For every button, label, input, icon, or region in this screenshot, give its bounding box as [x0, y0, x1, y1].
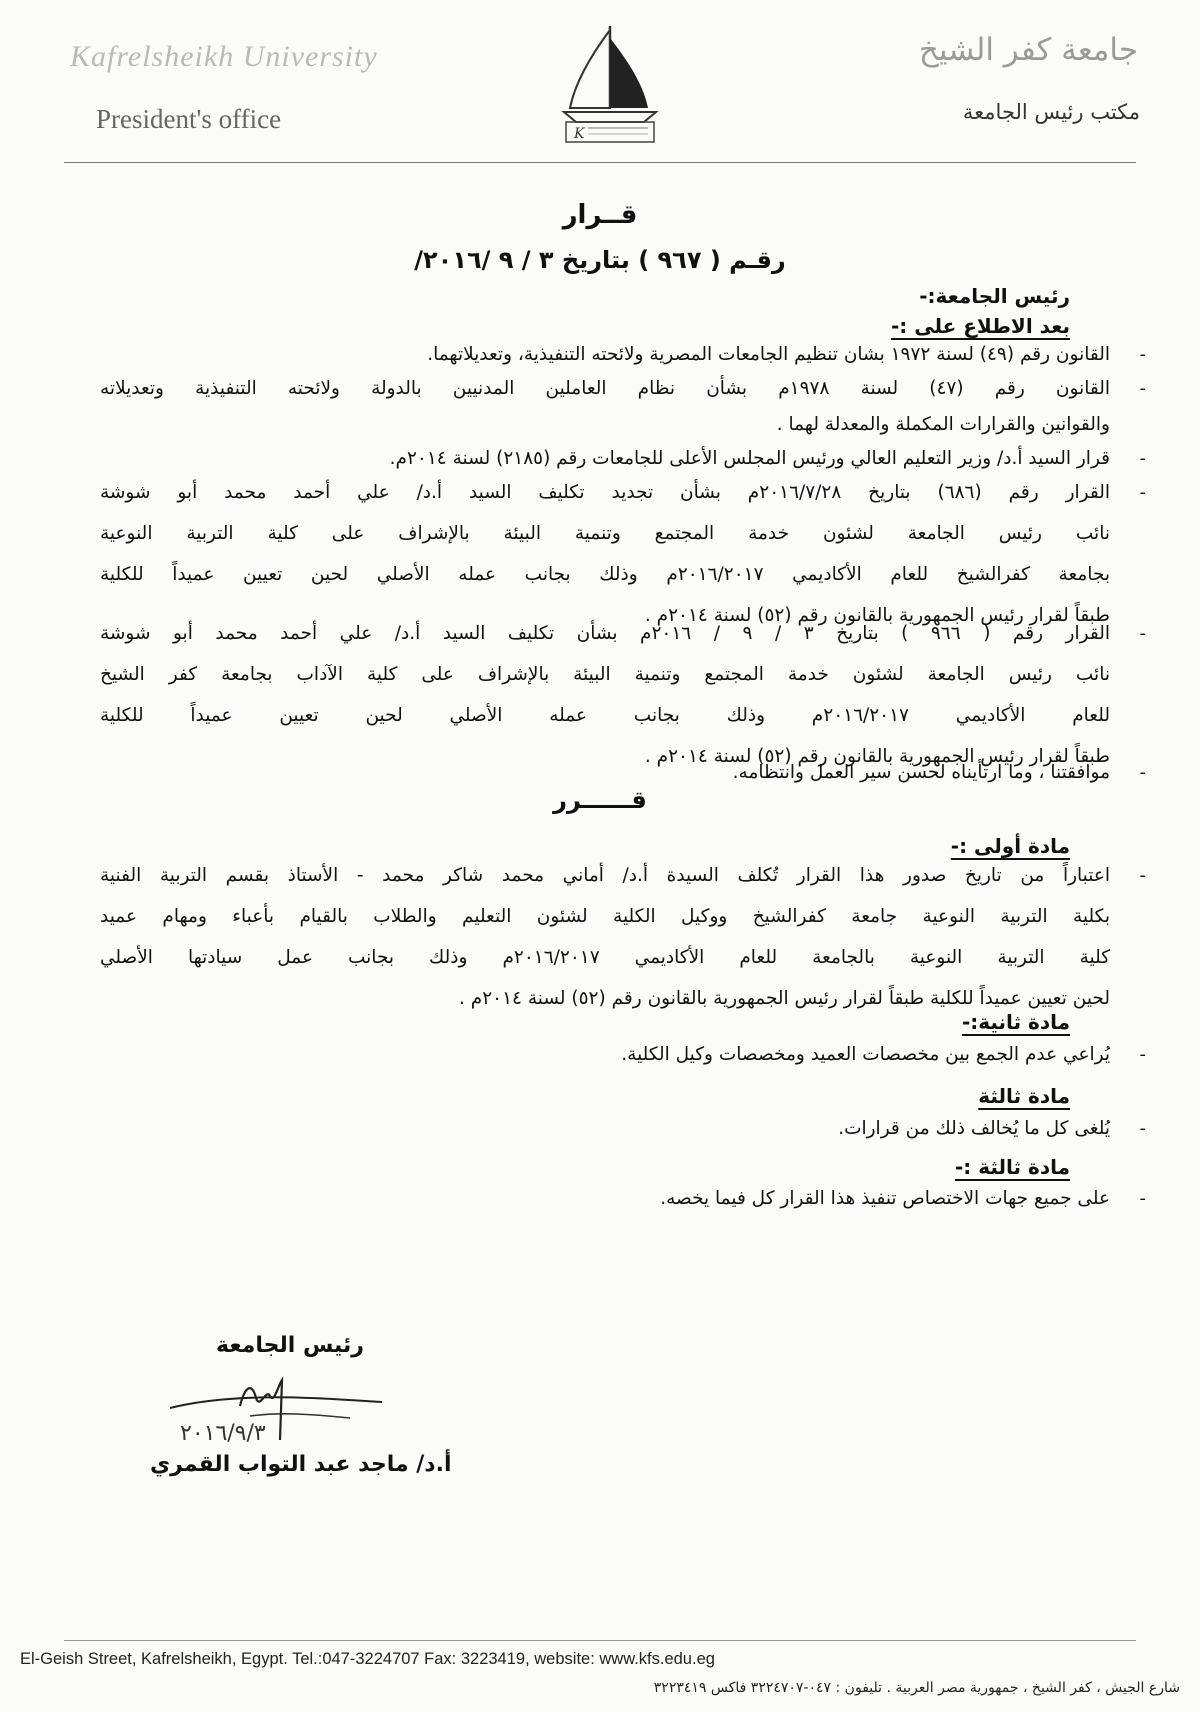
decree-number: رقـم ( ٩٦٧ ) بتاريخ ٣ / ٩ /٢٠١٦/: [414, 246, 786, 274]
signature-title: رئيس الجامعة: [216, 1333, 364, 1358]
office-name-ar: مكتب رئيس الجامعة: [962, 100, 1140, 124]
footer-address-ar: شارع الجيش ، كفر الشيخ ، جمهورية مصر العربية . تليفون : ٠٤٧-٣٢٢٤٧٠٧ فاكس ٣٢٢٣٤١٩: [653, 1680, 1180, 1696]
university-logo-icon: [556, 22, 664, 144]
article-line: كلية التربية النوعية بالجامعة للعام الأكاديمي ٢٠١٦/٢٠١٧م وذلك بجانب عمل سيادتها الأصلي: [100, 947, 1110, 968]
article-4-heading: مادة ثالثة :-: [954, 1155, 1070, 1179]
preamble-item-2: - القانون رقم (٤٧) لسنة ١٩٧٨م بشأن نظام العاملين المدنيين بالدولة ولائحته التنفيذية وتعديلاته والقوانين والقرارات المكملة والمعدلة لهما .: [100, 368, 1110, 445]
preamble-line: القانون رقم (٤٧) لسنة ١٩٧٨م بشأن نظام العاملين المدنيين بالدولة ولائحته التنفيذية وتعديلاته: [100, 378, 1110, 399]
article-line: على جميع جهات الاختصاص تنفيذ هذا القرار كل فيما يخصه.: [660, 1188, 1110, 1209]
svg-text:K: K: [574, 126, 585, 142]
header-rule: [64, 162, 1136, 163]
decree-title: قــرار: [562, 200, 638, 230]
footer-rule: [64, 1640, 1136, 1641]
preamble-line: موافقتنا ، وما ارتأيناه لحسن سير العمل وانتظامه.: [732, 762, 1110, 783]
preamble-item-5: - القرار رقم ( ٩٦٦ ) بتاريخ ٣ / ٩ / ٢٠١٦م بشأن تكليف السيد أ.د/ علي أحمد محمد أبو شوشة نائب رئيس الجامعة لشئون خدمة المجتمع وتنمية البيئة بالإشراف على كلية الآداب بجامعة كفر الشيخ للعام الأكاديمي ٢٠١٦/٢٠١٧م وذلك بجانب عمله الأصلي لحين تعيين عميداً للكلية طبقاً لقرار رئيس الجمهورية بالقانون رقم (٥٢) لسنة ٢٠١٤م .: [100, 613, 1110, 777]
article-4-body: - على جميع جهات الاختصاص تنفيذ هذا القرار كل فيما يخصه.: [100, 1178, 1110, 1219]
article-line: اعتباراً من تاريخ صدور هذا القرار تُكلف السيدة أ.د/ أماني محمد شاكر محمد - الأستاذ بقسم التربية الفنية: [100, 865, 1110, 886]
university-name-ar: جامعة كفر الشيخ: [918, 32, 1138, 68]
preamble-line: نائب رئيس الجامعة لشئون خدمة المجتمع وتنمية البيئة بالإشراف على كلية الآداب بجامعة كفر الشيخ: [100, 664, 1110, 685]
article-line: بكلية التربية النوعية جامعة كفرالشيخ ووكيل الكلية لشئون التعليم والطلاب بالقيام بأعباء ومهام عميد: [100, 906, 1110, 927]
article-1-heading: مادة أولى :-: [950, 834, 1070, 858]
preamble-item-6: - موافقتنا ، وما ارتأيناه لحسن سير العمل وانتظامه.: [100, 752, 1110, 793]
article-1-body: - اعتباراً من تاريخ صدور هذا القرار تُكلف السيدة أ.د/ أماني محمد شاكر محمد - الأستاذ بقسم التربية الفنية بكلية التربية النوعية جامعة كفرالشيخ ووكيل الكلية لشئون التعليم والطلاب بالقيام بأعباء ومهام عميد كلية التربية النوعية بالجامعة للعام الأكاديمي ٢٠١٦/٢٠١٧م وذلك بجانب عمل سيادتها الأصلي لحين تعيين عميداً للكلية طبقاً لقرار رئيس الجمهورية بالقانون رقم (٥٢) لسنة ٢٠١٤م .: [100, 855, 1110, 1019]
president-heading: رئيس الجامعة:-: [919, 284, 1070, 308]
office-name-en: President's office: [96, 104, 282, 134]
handwritten-date: ٢٠١٦/٩/٣: [180, 1421, 266, 1446]
preamble-item-3: - قرار السيد أ.د/ وزير التعليم العالي ورئيس المجلس الأعلى للجامعات رقم (٢١٨٥) لسنة ٢٠١٤م.: [100, 438, 1110, 479]
article-line: يُلغى كل ما يُخالف ذلك من قرارات.: [838, 1118, 1110, 1139]
university-name-en: Kafrelsheikh University: [70, 40, 378, 73]
preamble-line: بجامعة كفرالشيخ للعام الأكاديمي ٢٠١٦/٢٠١٧م وذلك بجانب عمله الأصلي لحين تعيين عميداً للكلية: [100, 564, 1110, 585]
article-3-body: - يُلغى كل ما يُخالف ذلك من قرارات.: [100, 1108, 1110, 1149]
handwritten-signature: [150, 1368, 400, 1458]
footer-address-en: El-Geish Street, Kafrelsheikh, Egypt. Tel.:047-3224707 Fax: 3223419, website: www.kfs.edu.eg: [20, 1650, 715, 1668]
preamble-line: القانون رقم (٤٩) لسنة ١٩٧٢ بشان تنظيم الجامعات المصرية ولائحته التنفيذية، وتعديلاتهما.: [427, 344, 1110, 365]
preamble-line: القرار رقم (٦٨٦) بتاريخ ٢٠١٦/٧/٢٨م بشأن تجديد تكليف السيد أ.د/ علي أحمد محمد أبو شوشة: [100, 482, 1110, 503]
preamble-heading: بعد الاطلاع على :-: [890, 314, 1070, 338]
preamble-line: للعام الأكاديمي ٢٠١٦/٢٠١٧م وذلك بجانب عمله الأصلي لحين تعيين عميداً للكلية: [100, 705, 1110, 726]
preamble-line: طبقاً لقرار رئيس الجمهورية بالقانون رقم (٥٢) لسنة ٢٠١٤م .: [644, 746, 1110, 767]
signatory-name: أ.د/ ماجد عبد التواب القمري: [150, 1452, 452, 1477]
preamble-item-1: - القانون رقم (٤٩) لسنة ١٩٧٢ بشان تنظيم الجامعات المصرية ولائحته التنفيذية، وتعديلاتهما.: [100, 334, 1110, 375]
article-2-heading: مادة ثانية:-: [961, 1010, 1070, 1034]
article-line: يُراعي عدم الجمع بين مخصصات العميد ومخصصات وكيل الكلية.: [621, 1044, 1110, 1065]
article-3-heading: مادة ثالثة: [978, 1084, 1070, 1108]
article-line: لحين تعيين عميداً للكلية طبقاً لقرار رئيس الجمهورية بالقانون رقم (٥٢) لسنة ٢٠١٤م .: [459, 988, 1110, 1009]
preamble-item-4: - القرار رقم (٦٨٦) بتاريخ ٢٠١٦/٧/٢٨م بشأن تجديد تكليف السيد أ.د/ علي أحمد محمد أبو شوشة نائب رئيس الجامعة لشئون خدمة المجتمع وتنمية البيئة بالإشراف على كلية التربية النوعية بجامعة كفرالشيخ للعام الأكاديمي ٢٠١٦/٢٠١٧م وذلك بجانب عمله الأصلي لحين تعيين عميداً للكلية طبقاً لقرار رئيس الجمهورية بالقانون رقم (٥٢) لسنة ٢٠١٤م .: [100, 472, 1110, 636]
preamble-line: نائب رئيس الجامعة لشئون خدمة المجتمع وتنمية البيئة بالإشراف على كلية التربية النوعية: [100, 523, 1110, 544]
article-2-body: - يُراعي عدم الجمع بين مخصصات العميد ومخصصات وكيل الكلية.: [100, 1034, 1110, 1075]
preamble-line: والقوانين والقرارات المكملة والمعدلة لهما .: [776, 414, 1110, 435]
preamble-line: قرار السيد أ.د/ وزير التعليم العالي ورئيس المجلس الأعلى للجامعات رقم (٢١٨٥) لسنة ٢٠١٤م.: [389, 448, 1110, 469]
preamble-line: القرار رقم ( ٩٦٦ ) بتاريخ ٣ / ٩ / ٢٠١٦م بشأن تكليف السيد أ.د/ علي أحمد محمد أبو شوشة: [100, 623, 1110, 644]
decides-heading: قــــــرر: [553, 786, 647, 814]
preamble-line: طبقاً لقرار رئيس الجمهورية بالقانون رقم (٥٢) لسنة ٢٠١٤م .: [644, 605, 1110, 626]
